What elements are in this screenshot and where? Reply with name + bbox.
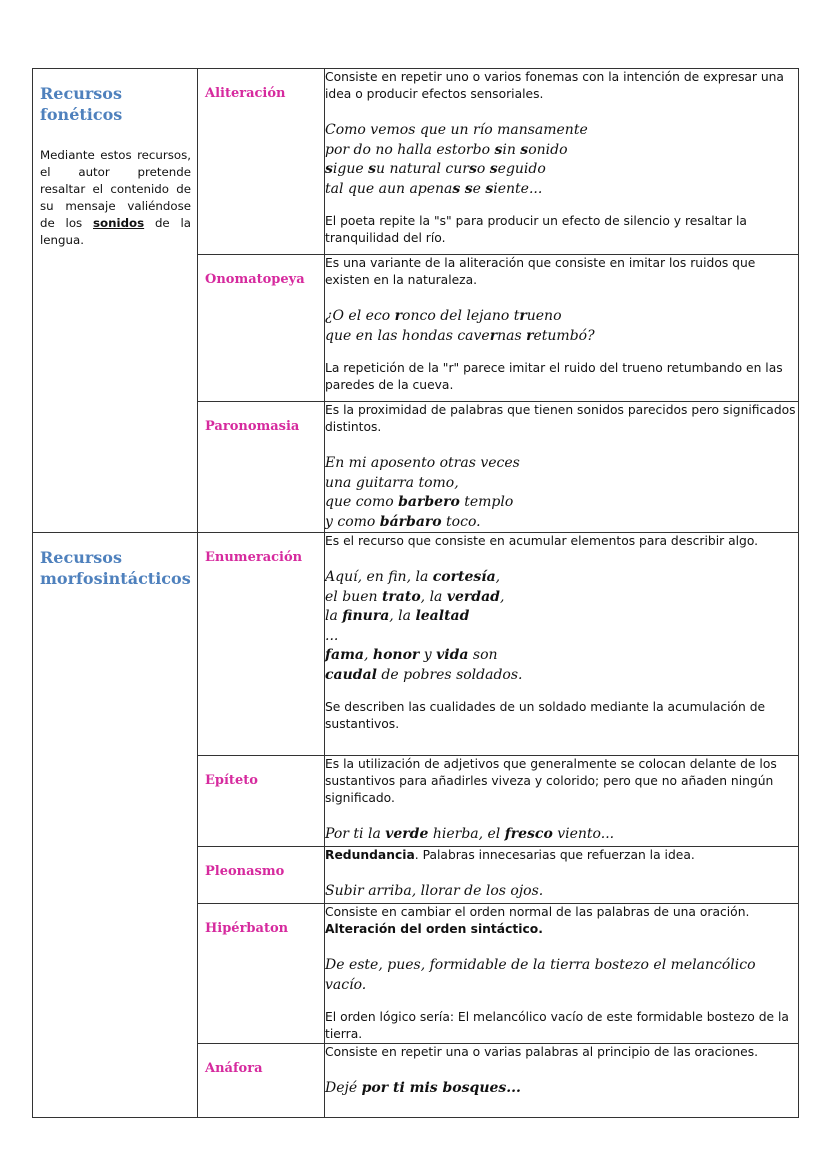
- term-hiperbaton: Hipérbaton: [205, 921, 289, 936]
- term-anafora: Anáfora: [205, 1061, 263, 1076]
- example: [325, 882, 798, 902]
- definition: Consiste en repetir uno o varios fonemas con la intención de expresar una idea o producir efectos sensoriales.: [325, 70, 784, 101]
- term-cell: [198, 904, 325, 1044]
- example-line: por do no halla estorbo sin sonido: [325, 141, 568, 158]
- example: [325, 307, 798, 346]
- example-line: ...: [325, 627, 339, 644]
- example-line: y como bárbaro toco.: [325, 513, 481, 530]
- definition-cell: [325, 847, 799, 904]
- category-foneticos: [33, 69, 198, 533]
- category-description: Mediante estos recursos, el autor pretende resaltar el contenido de su mensaje valiéndose de los sonidos de la lengua.: [40, 148, 191, 247]
- definition: Es el recurso que consiste en acumular elementos para describir algo.: [325, 534, 759, 548]
- definition-cell: [325, 1044, 799, 1118]
- definition-cell: [325, 69, 799, 255]
- example-line: Subir arriba, llorar de los ojos.: [325, 883, 544, 899]
- example-line: Dejé por ti mis bosques...: [325, 1080, 521, 1096]
- definition: Es una variante de la aliteración que consiste en imitar los ruidos que existen en la naturaleza.: [325, 256, 756, 287]
- definition-keyword: Redundancia: [325, 848, 415, 862]
- figures-table: [32, 68, 799, 1118]
- example-line: una guitarra tomo,: [325, 474, 459, 491]
- keyword: sonidos: [93, 216, 145, 230]
- term-cell: [198, 756, 325, 847]
- term-epiteto: Epíteto: [205, 773, 258, 788]
- example-line: caudal de pobres soldados.: [325, 666, 523, 683]
- definition: Redundancia. Palabras innecesarias que refuerzan la idea.: [325, 848, 695, 862]
- term-cell: [198, 69, 325, 255]
- term-enumeracion: Enumeración: [205, 550, 303, 565]
- example: [325, 121, 798, 199]
- definition-cell: [325, 402, 799, 533]
- explanation: El poeta repite la "s" para producir un efecto de silencio y resaltar la tranquilidad del río.: [325, 214, 747, 245]
- definition-cell: [325, 533, 799, 756]
- example: [325, 956, 798, 995]
- example-line: En mi aposento otras veces: [325, 455, 520, 471]
- term-aliteracion: Aliteración: [205, 86, 286, 101]
- example-line: Como vemos que un río mansamente: [325, 122, 588, 138]
- example-line: Por ti la verde hierba, el fresco viento...: [325, 826, 615, 842]
- term-pleonasmo: Pleonasmo: [205, 864, 285, 879]
- example: [325, 825, 798, 845]
- term-cell: [198, 847, 325, 904]
- category-title: Recursos morfosintácticos: [40, 548, 191, 588]
- definition: Es la utilización de adjetivos que generalmente se colocan delante de los sustantivos para añadirles viveza y colorido; pero que no añaden ningún significado.: [325, 757, 777, 805]
- explanation: El orden lógico sería: El melancólico vacío de este formidable bostezo de la tierra.: [325, 1010, 789, 1041]
- term-paronomasia: Paronomasia: [205, 419, 300, 434]
- example-line: la finura, la lealtad: [325, 608, 470, 624]
- example-line: fama, honor y vida son: [325, 647, 498, 663]
- example-line: tal que aun apenas se siente...: [325, 180, 543, 197]
- example-line: que en las hondas cavernas retumbó?: [325, 327, 595, 344]
- definition-cell: [325, 904, 799, 1044]
- example-line: el buen trato, la verdad,: [325, 588, 505, 605]
- example-line: Aquí, en fin, la cortesía,: [325, 569, 501, 585]
- example: [325, 454, 798, 532]
- definition: Es la proximidad de palabras que tienen sonidos parecidos pero significados distintos.: [325, 403, 796, 434]
- example-line: De este, pues, formidable de la tierra bostezo el melancólico vacío.: [325, 957, 756, 993]
- definition-keyword: Alteración del orden sintáctico.: [325, 922, 543, 936]
- category-morfosintacticos: [33, 533, 198, 1118]
- example-line: sigue su natural curso seguido: [325, 161, 546, 177]
- example-line: que como barbero templo: [325, 494, 514, 510]
- category-title: Recursos fonéticos: [40, 84, 123, 124]
- explanation: La repetición de la "r" parece imitar el ruido del trueno retumbando en las paredes de la cueva.: [325, 361, 783, 392]
- definition-cell: [325, 756, 799, 847]
- term-cell: [198, 402, 325, 533]
- example-line: ¿O el eco ronco del lejano trueno: [325, 308, 562, 324]
- term-cell: [198, 1044, 325, 1118]
- explanation: Se describen las cualidades de un soldado mediante la acumulación de sustantivos.: [325, 700, 766, 731]
- term-cell: [198, 255, 325, 402]
- example: [325, 568, 798, 685]
- term-onomatopeya: Onomatopeya: [205, 272, 305, 287]
- definition: Consiste en repetir una o varias palabras al principio de las oraciones.: [325, 1045, 759, 1059]
- example: [325, 1079, 798, 1099]
- term-cell: [198, 533, 325, 756]
- definition-cell: [325, 255, 799, 402]
- definition: Consiste en cambiar el orden normal de las palabras de una oración. Alteración del orden sintáctico.: [325, 905, 750, 936]
